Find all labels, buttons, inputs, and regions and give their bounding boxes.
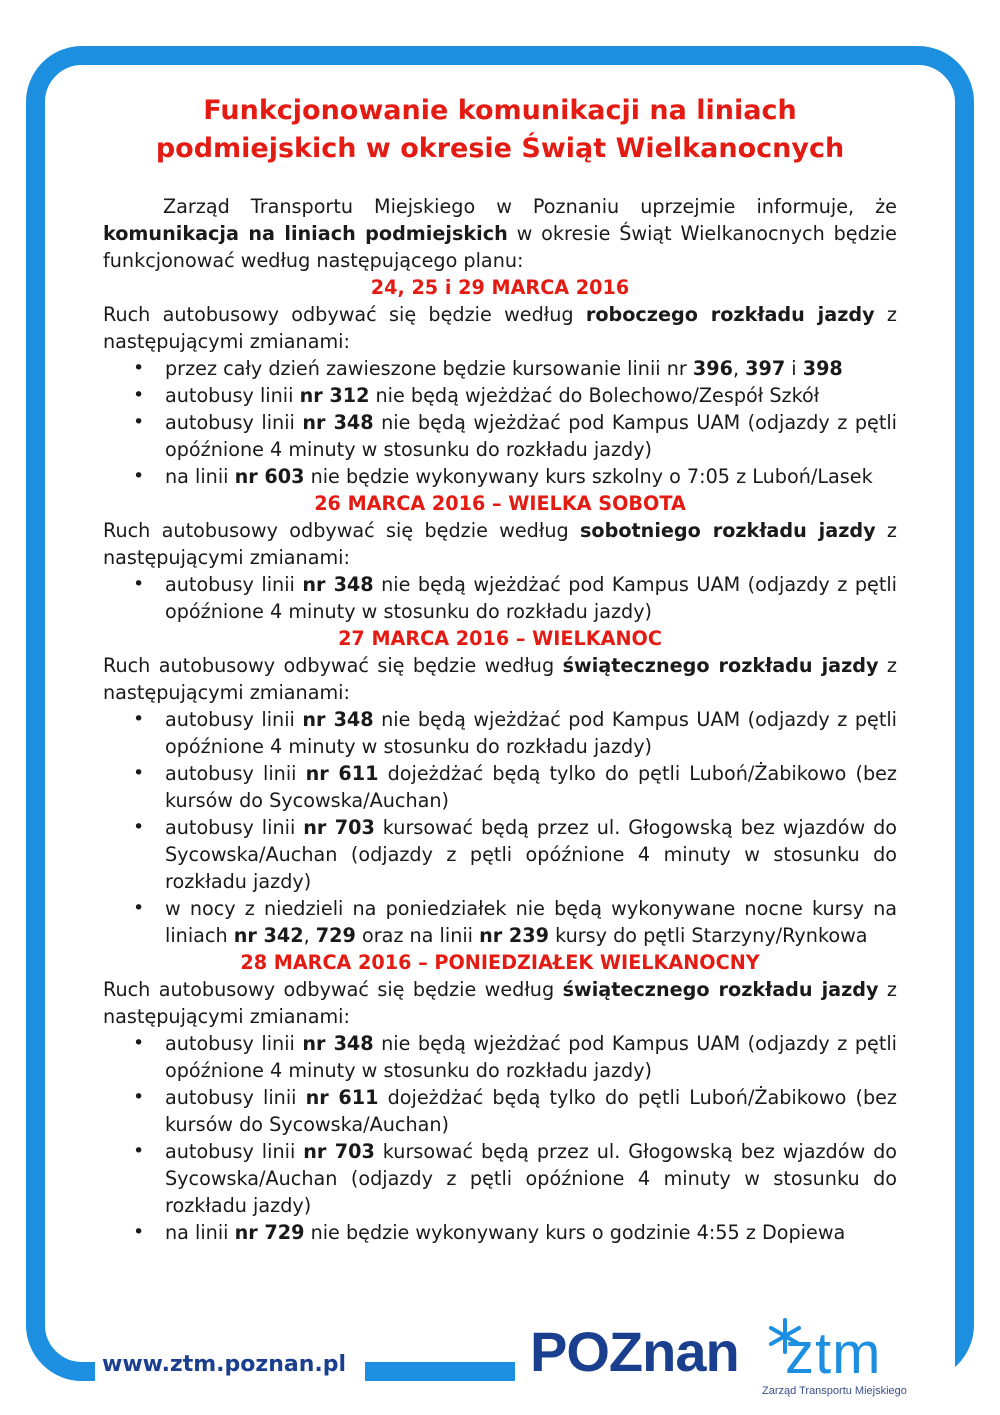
- text-fragment: Ruch autobusowy odbywać się będzie według: [103, 978, 563, 1001]
- intro-text: w okresie Świąt Wielkanocnych będzie funkcjonować według następującego planu:: [103, 222, 897, 272]
- text-fragment: autobusy linii: [165, 573, 303, 596]
- section-heading-24-25-29-march: 24, 25 i 29 MARCA 2016: [370, 276, 630, 299]
- text-fragment: autobusy linii: [165, 384, 300, 407]
- list-item: [133, 1084, 897, 1138]
- bold-text-fragment: nr 348: [302, 573, 374, 596]
- logo-subtitle: Zarząd Transportu Miejskiego: [762, 1385, 907, 1397]
- list-item: [133, 382, 897, 409]
- list-item: [133, 814, 897, 895]
- text-fragment: i: [785, 357, 803, 380]
- bold-text-fragment: 398: [802, 357, 843, 380]
- bold-text-fragment: nr 312: [299, 384, 370, 407]
- text-fragment: na linii: [165, 465, 235, 488]
- ztm-website-link[interactable]: www.ztm.poznan.pl: [102, 1352, 347, 1377]
- intro-paragraph: [103, 193, 897, 274]
- bold-text-fragment: nr 342: [233, 924, 304, 947]
- section-paragraph: [103, 652, 897, 706]
- text-fragment: Ruch autobusowy odbywać się będzie według: [103, 519, 580, 542]
- text-fragment: nie będą wjeżdżać pod Kampus UAM (odjazdy z pętli opóźnione 4 minuty w stosunku do rozkładu jazdy): [165, 708, 897, 758]
- text-fragment: przez cały dzień zawieszone będzie kursowanie linii nr: [165, 357, 693, 380]
- changes-list: [133, 355, 897, 490]
- changes-list: [133, 571, 897, 625]
- section-paragraph: [103, 301, 897, 355]
- text-fragment: nie będzie wykonywany kurs o godzinie 4:55 z Dopiewa: [304, 1221, 846, 1244]
- section-heading-poniedzialek-wielkanocny: 28 MARCA 2016 – PONIEDZIAŁEK WIELKANOCNY: [240, 951, 760, 974]
- bold-text-fragment: nr 703: [303, 816, 375, 839]
- title-line-1: Funkcjonowanie komunikacji na liniach: [203, 95, 797, 126]
- text-fragment: nie będą wjeżdżać pod Kampus UAM (odjazdy z pętli opóźnione 4 minuty w stosunku do rozkładu jazdy): [165, 411, 897, 461]
- bold-text-fragment: świątecznego rozkładu jazdy: [562, 654, 879, 677]
- bold-text-fragment: nr 348: [302, 411, 374, 434]
- page-title: [100, 92, 900, 168]
- bold-text-fragment: nr 603: [234, 465, 305, 488]
- text-fragment: autobusy linii: [165, 1140, 304, 1163]
- text-fragment: w nocy z niedzieli na poniedziałek nie będą wykonywane nocne kursy na liniach: [165, 897, 897, 947]
- announcement-body: [103, 193, 897, 1246]
- logo-ztm-wordmark: ztm: [785, 1321, 882, 1386]
- text-fragment: z następującymi zmianami:: [103, 654, 898, 704]
- section-heading-wielka-sobota: 26 MARCA 2016 – WIELKA SOBOTA: [314, 492, 686, 515]
- text-fragment: z następującymi zmianami:: [103, 978, 898, 1028]
- text-fragment: kursować będą przez ul. Głogowską bez wjazdów do Sycowska/Auchan (odjazdy z pętli opóźnione 4 minuty w stosunku do rozkładu jazdy): [165, 816, 897, 893]
- text-fragment: kursy do pętli Starzyny/Rynkowa: [548, 924, 868, 947]
- bold-text-fragment: nr 348: [302, 1032, 374, 1055]
- section-paragraph: [103, 976, 897, 1030]
- text-fragment: nie będą wjeżdżać pod Kampus UAM (odjazdy z pętli opóźnione 4 minuty w stosunku do rozkładu jazdy): [165, 573, 897, 623]
- list-item: [133, 895, 897, 949]
- list-item: [133, 1219, 897, 1246]
- text-fragment: dojeżdżać będą tylko do pętli Luboń/Żabikowo (bez kursów do Sycowska/Auchan): [165, 1086, 898, 1136]
- text-fragment: autobusy linii: [165, 1032, 303, 1055]
- text-fragment: autobusy linii: [165, 762, 306, 785]
- poznan-ztm-logo: [530, 1322, 950, 1397]
- text-fragment: ,: [303, 924, 316, 947]
- intro-bold: komunikacja na liniach podmiejskich: [103, 222, 508, 245]
- bold-text-fragment: nr 729: [234, 1221, 305, 1244]
- logo-poznan-wordmark: POZnan: [530, 1320, 739, 1383]
- bold-text-fragment: roboczego rozkładu jazdy: [585, 303, 875, 326]
- list-item: [133, 1030, 897, 1084]
- bold-text-fragment: nr 703: [303, 1140, 375, 1163]
- bold-text-fragment: 397: [745, 357, 786, 380]
- bold-text-fragment: nr 611: [305, 762, 379, 785]
- bold-text-fragment: świątecznego rozkładu jazdy: [562, 978, 879, 1001]
- text-fragment: z następującymi zmianami:: [103, 303, 897, 353]
- changes-list: [133, 1030, 897, 1246]
- bold-text-fragment: sobotniego rozkładu jazdy: [579, 519, 876, 542]
- text-fragment: autobusy linii: [165, 411, 303, 434]
- list-item: [133, 706, 897, 760]
- intro-text: Zarząd Transportu Miejskiego w Poznaniu uprzejmie informuje, że: [163, 195, 897, 218]
- text-fragment: Ruch autobusowy odbywać się będzie według: [103, 654, 563, 677]
- title-line-2: podmiejskich w okresie Świąt Wielkanocnych: [155, 133, 845, 164]
- text-fragment: kursować będą przez ul. Głogowską bez wjazdów do Sycowska/Auchan (odjazdy z pętli opóźnione 4 minuty w stosunku do rozkładu jazdy): [165, 1140, 897, 1217]
- bold-text-fragment: 396: [692, 357, 733, 380]
- bold-text-fragment: nr 239: [479, 924, 549, 947]
- text-fragment: oraz na linii: [355, 924, 480, 947]
- text-fragment: z następującymi zmianami:: [103, 519, 897, 569]
- bold-text-fragment: 729: [315, 924, 356, 947]
- text-fragment: nie będą wjeżdżać do Bolechowo/Zespół Szkół: [369, 384, 820, 407]
- list-item: [133, 355, 897, 382]
- list-item: [133, 571, 897, 625]
- changes-list: [133, 706, 897, 949]
- bold-text-fragment: nr 611: [305, 1086, 379, 1109]
- text-fragment: na linii: [165, 1221, 235, 1244]
- section-heading-wielkanoc: 27 MARCA 2016 – WIELKANOC: [338, 627, 662, 650]
- text-fragment: nie będzie wykonywany kurs szkolny o 7:05 z Luboń/Lasek: [304, 465, 873, 488]
- text-fragment: ,: [732, 357, 746, 380]
- list-item: [133, 760, 897, 814]
- list-item: [133, 463, 897, 490]
- bold-text-fragment: nr 348: [302, 708, 374, 731]
- text-fragment: autobusy linii: [165, 816, 304, 839]
- text-fragment: Ruch autobusowy odbywać się będzie według: [103, 303, 586, 326]
- text-fragment: dojeżdżać będą tylko do pętli Luboń/Żabikowo (bez kursów do Sycowska/Auchan): [165, 762, 898, 812]
- section-paragraph: [103, 517, 897, 571]
- text-fragment: autobusy linii: [165, 708, 303, 731]
- list-item: [133, 409, 897, 463]
- list-item: [133, 1138, 897, 1219]
- text-fragment: nie będą wjeżdżać pod Kampus UAM (odjazdy z pętli opóźnione 4 minuty w stosunku do rozkładu jazdy): [165, 1032, 897, 1082]
- text-fragment: autobusy linii: [165, 1086, 306, 1109]
